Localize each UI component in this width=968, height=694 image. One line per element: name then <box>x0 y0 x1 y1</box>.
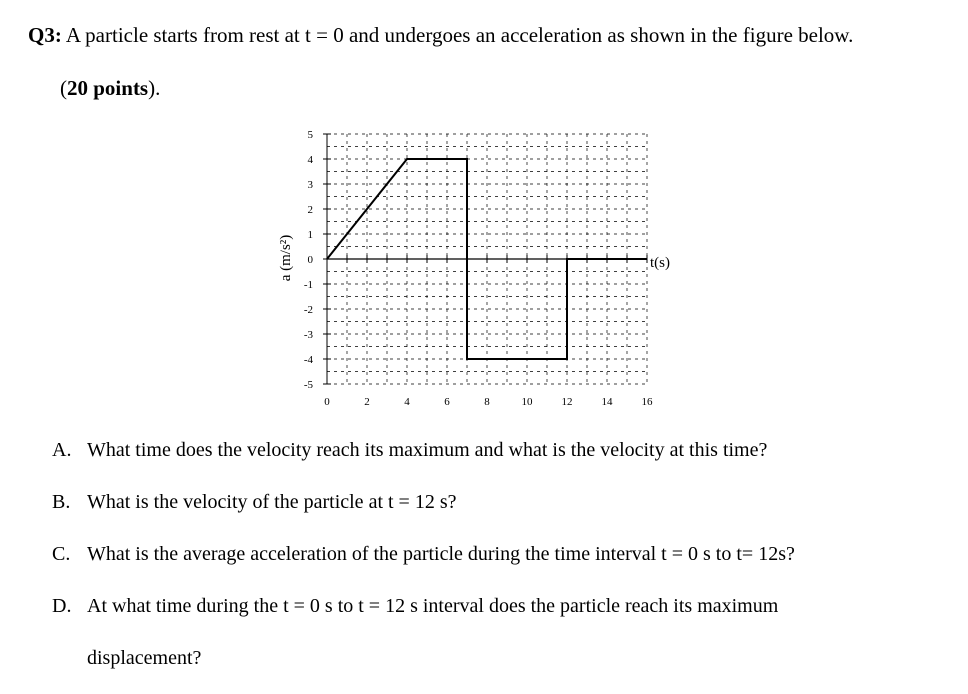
x-tick-label: 16 <box>641 396 653 408</box>
points-close: ). <box>148 76 161 100</box>
x-tick-label: 8 <box>484 396 490 408</box>
part-b-letter: B. <box>52 491 71 513</box>
chart-svg <box>270 122 690 412</box>
x-tick-label: 2 <box>364 396 370 408</box>
part-d-letter: D. <box>52 595 72 617</box>
x-tick-label: 14 <box>601 396 613 408</box>
y-tick-label: -3 <box>303 329 313 341</box>
question-title <box>28 22 853 48</box>
x-tick-label: 10 <box>521 396 533 408</box>
x-tick-label: 6 <box>444 396 450 408</box>
tick-labels <box>304 129 653 408</box>
points-open: ( <box>60 76 67 100</box>
y-tick-label: 5 <box>307 129 313 141</box>
question-number: Q3: <box>28 23 62 47</box>
x-axis-label: t(s) <box>650 255 670 271</box>
x-tick-label: 12 <box>561 396 573 408</box>
part-b-text: What is the velocity of the particle at t = 12 s? <box>87 491 457 513</box>
part-a-letter: A. <box>52 439 72 461</box>
part-c-text: What is the average acceleration of the particle during the time interval t = 0 s to t= 12s? <box>87 543 795 565</box>
y-axis-label: a (m/s²) <box>278 234 294 282</box>
x-tick-label: 0 <box>324 396 330 408</box>
y-tick-label: -1 <box>303 279 313 291</box>
y-tick-label: -4 <box>303 354 313 366</box>
part-c-letter: C. <box>52 543 71 565</box>
part-d-continuation: displacement? <box>87 647 202 669</box>
points-line <box>60 75 160 101</box>
x-tick-label: 4 <box>404 396 410 408</box>
part-d-text: At what time during the t = 0 s to t = 12 s interval does the particle reach its maximum <box>87 595 779 617</box>
acceleration-chart <box>270 122 690 412</box>
y-tick-label: 4 <box>307 154 313 166</box>
y-tick-label: -2 <box>303 304 313 316</box>
question-statement: A particle starts from rest at t = 0 and undergoes an acceleration as shown in the figure below. <box>65 23 854 47</box>
y-tick-label: 0 <box>307 254 313 266</box>
y-tick-label: -5 <box>303 379 313 391</box>
y-tick-label: 3 <box>307 179 313 191</box>
points-value: 20 points <box>67 76 149 100</box>
part-a-text: What time does the velocity reach its maximum and what is the velocity at this time? <box>87 439 768 461</box>
y-tick-label: 2 <box>307 204 313 216</box>
y-tick-label: 1 <box>307 229 313 241</box>
